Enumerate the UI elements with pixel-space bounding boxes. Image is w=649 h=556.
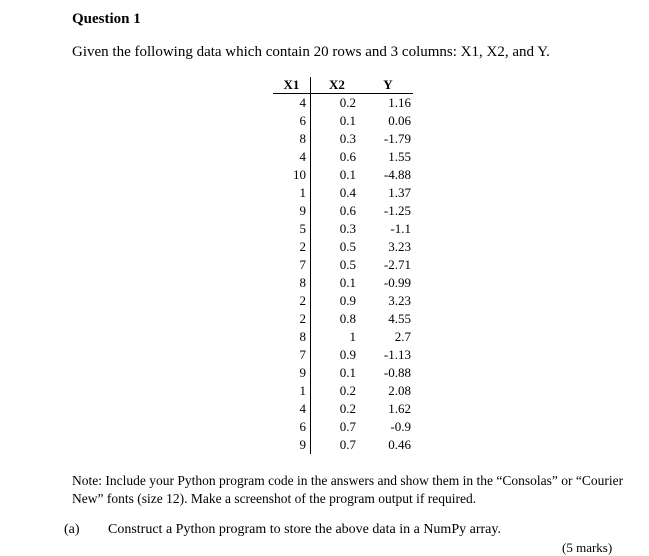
- part-label: (a): [64, 522, 80, 537]
- table-row: [273, 130, 413, 148]
- cell-x2: 0.9: [339, 293, 356, 308]
- header-x1: X1: [273, 77, 311, 94]
- data-table: [273, 77, 413, 454]
- cell-x2: 0.2: [339, 95, 356, 110]
- cell-y: -4.88: [383, 167, 411, 182]
- cell-x1: 9: [273, 436, 311, 454]
- cell-x1: 7: [273, 346, 311, 364]
- cell-x2: 0.7: [339, 419, 356, 434]
- part-question: Construct a Python program to store the above data in a NumPy array.: [108, 522, 501, 537]
- cell-y: 0.46: [388, 437, 411, 452]
- marks-label: (5 marks): [562, 540, 613, 555]
- cell-x2: 0.2: [339, 401, 356, 416]
- cell-y: -0.9: [390, 419, 411, 434]
- cell-y: -0.88: [383, 365, 411, 380]
- cell-x2: 0.3: [339, 221, 356, 236]
- cell-y: 2.7: [394, 329, 411, 344]
- cell-x1: 6: [273, 112, 311, 130]
- cell-x2: 0.5: [339, 257, 356, 272]
- cell-x2: 0.7: [339, 437, 356, 452]
- cell-y: 2.08: [388, 383, 411, 398]
- cell-y: 0.06: [388, 113, 411, 128]
- cell-x1: 9: [273, 364, 311, 382]
- cell-x2: 0.1: [339, 365, 356, 380]
- table-row: [273, 238, 413, 256]
- cell-x1: 4: [273, 400, 311, 418]
- cell-x1: 4: [273, 148, 311, 166]
- cell-x2: 0.2: [339, 383, 356, 398]
- cell-x1: 1: [273, 382, 311, 400]
- cell-y: 3.23: [388, 239, 411, 254]
- cell-x2: 0.6: [339, 149, 356, 164]
- cell-x1: 2: [273, 238, 311, 256]
- table-row: [273, 274, 413, 292]
- cell-y: -1.79: [383, 131, 411, 146]
- table-row: [273, 310, 413, 328]
- table-header-row: [273, 77, 413, 94]
- cell-y: 1.55: [388, 149, 411, 164]
- table-row: [273, 166, 413, 184]
- table-row: [273, 346, 413, 364]
- cell-x2: 1: [349, 329, 356, 344]
- table-body: [273, 94, 413, 455]
- cell-y: -1.25: [383, 203, 411, 218]
- cell-x2: 0.1: [339, 275, 356, 290]
- cell-x1: 5: [273, 220, 311, 238]
- table-row: [273, 112, 413, 130]
- cell-x2: 0.1: [339, 167, 356, 182]
- question-heading: Question 1: [72, 11, 141, 27]
- cell-y: 3.23: [388, 293, 411, 308]
- cell-x1: 2: [273, 292, 311, 310]
- cell-x2: 0.4: [339, 185, 356, 200]
- table-row: [273, 220, 413, 238]
- cell-x1: 1: [273, 184, 311, 202]
- cell-x2: 0.9: [339, 347, 356, 362]
- cell-y: -0.99: [383, 275, 411, 290]
- cell-x2: 0.8: [339, 311, 356, 326]
- cell-x1: 7: [273, 256, 311, 274]
- cell-y: 4.55: [388, 311, 411, 326]
- cell-x2: 0.1: [339, 113, 356, 128]
- header-x2: X2: [311, 77, 364, 94]
- cell-x2: 0.3: [339, 131, 356, 146]
- cell-x1: 4: [273, 94, 311, 113]
- cell-y: -2.71: [383, 257, 411, 272]
- table-row: [273, 184, 413, 202]
- table-row: [273, 94, 413, 113]
- cell-x1: 8: [273, 274, 311, 292]
- table-row: [273, 256, 413, 274]
- cell-x1: 10: [273, 166, 311, 184]
- note-text: Note: Include your Python program code in the answers and show them in the “Consolas” or “Courier New” fonts (size 12). Make a screenshot of the program output if required.: [72, 473, 624, 506]
- cell-y: 1.62: [388, 401, 411, 416]
- intro-text: Given the following data which contain 20 rows and 3 columns: X1, X2, and Y.: [72, 44, 550, 60]
- cell-y: 1.37: [388, 185, 411, 200]
- cell-y: 1.16: [388, 95, 411, 110]
- cell-x2: 0.6: [339, 203, 356, 218]
- table-row: [273, 418, 413, 436]
- cell-x2: 0.5: [339, 239, 356, 254]
- cell-y: -1.1: [390, 221, 411, 236]
- table-row: [273, 292, 413, 310]
- cell-x1: 6: [273, 418, 311, 436]
- cell-x1: 8: [273, 328, 311, 346]
- cell-x1: 8: [273, 130, 311, 148]
- table-row: [273, 436, 413, 454]
- table-row: [273, 202, 413, 220]
- cell-y: -1.13: [383, 347, 411, 362]
- table-row: [273, 148, 413, 166]
- cell-x1: 9: [273, 202, 311, 220]
- table-row: [273, 328, 413, 346]
- header-y: Y: [363, 77, 413, 94]
- table-row: [273, 400, 413, 418]
- table-row: [273, 382, 413, 400]
- cell-x1: 2: [273, 310, 311, 328]
- table-row: [273, 364, 413, 382]
